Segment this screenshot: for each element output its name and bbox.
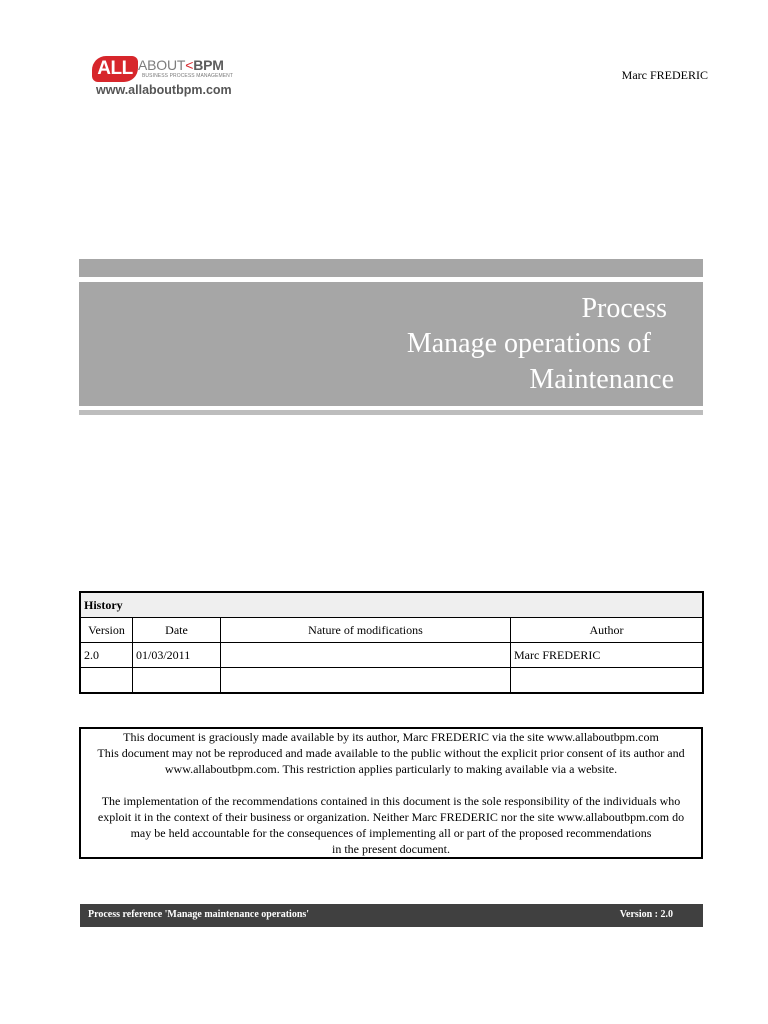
disclaimer-line: may be held accountable for the consequences of implementing all or part of the proposed recommendations — [130, 826, 652, 840]
history-title-row — [80, 592, 703, 618]
column-header-version: Version — [80, 618, 133, 643]
disclaimer-line: exploit it in the context of their business or organization. Neither Marc FREDERIC nor the site www.allaboutbpm.com do — [97, 810, 685, 824]
title-line-1: Process — [581, 293, 667, 324]
cell-version — [80, 668, 133, 694]
title-line-2: Manage operations of — [406, 328, 651, 359]
cell-version: 2.0 — [80, 643, 133, 668]
title-band-bottom — [79, 410, 703, 415]
disclaimer-line: The implementation of the recommendations contained in this document is the sole responsibility of the individuals who — [101, 794, 681, 808]
title-line-3: Maintenance — [529, 364, 674, 395]
cell-date — [133, 668, 221, 694]
disclaimer-line: www.allaboutbpm.com. This restriction applies particularly to making available via a website. — [164, 762, 618, 776]
disclaimer-line: in the present document. — [332, 842, 450, 856]
page-footer — [80, 904, 703, 927]
allaboutbpm-logo — [92, 56, 242, 100]
footer-process-reference: Process reference 'Manage maintenance operations' — [88, 909, 310, 920]
table-row — [80, 668, 703, 694]
footer-version: Version : 2.0 — [619, 909, 673, 920]
title-block — [79, 282, 703, 406]
disclaimer-line: This document is graciously made available by its author, Marc FREDERIC via the site www.allaboutbpm.com — [123, 730, 659, 744]
history-table — [79, 591, 704, 694]
logo-url: www.allaboutbpm.com — [96, 83, 232, 97]
disclaimer-line: This document may not be reproduced and made available to the public without the explicit prior consent of its author and — [97, 746, 685, 760]
column-header-nature: Nature of modifications — [221, 618, 511, 643]
logo-brand-text: ABOUT<BPM — [138, 57, 224, 73]
disclaimer-box — [79, 727, 703, 859]
column-header-author: Author — [511, 618, 704, 643]
history-title: History — [80, 592, 703, 618]
table-row — [80, 643, 703, 668]
cell-nature — [221, 668, 511, 694]
cell-nature — [221, 643, 511, 668]
column-header-date: Date — [133, 618, 221, 643]
cell-author — [511, 668, 704, 694]
cell-date: 01/03/2011 — [133, 643, 221, 668]
cell-author: Marc FREDERIC — [511, 643, 704, 668]
history-header-row — [80, 618, 703, 643]
header-author: Marc FREDERIC — [621, 68, 708, 82]
logo-tagline: BUSINESS PROCESS MANAGEMENT — [142, 73, 234, 79]
title-band-top — [79, 259, 703, 277]
logo-all-badge: ALL — [92, 56, 138, 82]
